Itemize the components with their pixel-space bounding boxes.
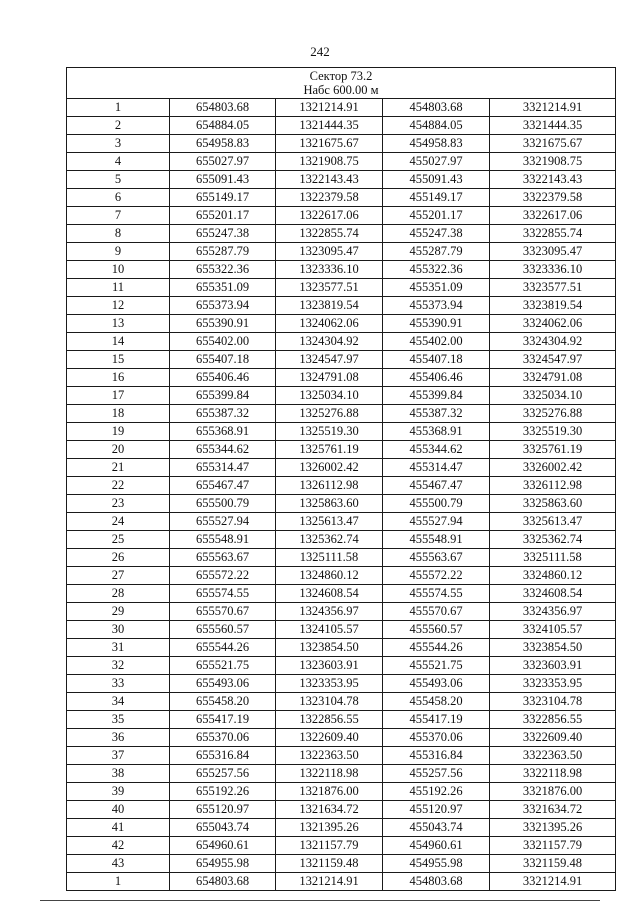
table-row: [67, 549, 616, 567]
y-coordinate-cell: 1325761.19: [276, 441, 383, 459]
x-coordinate-cell: 655390.91: [170, 315, 276, 333]
x-coordinate-cell: 655493.06: [170, 675, 276, 693]
y-coordinate-cell: 1323104.78: [276, 693, 383, 711]
point-number-cell: 11: [67, 279, 170, 297]
table-row: [67, 171, 616, 189]
sector-caption: [67, 68, 616, 99]
y2-coordinate-cell: 3325761.19: [490, 441, 616, 459]
x-coordinate-cell: 655406.46: [170, 369, 276, 387]
y2-coordinate-cell: 3326002.42: [490, 459, 616, 477]
y2-coordinate-cell: 3322143.43: [490, 171, 616, 189]
point-number-cell: 33: [67, 675, 170, 693]
y-coordinate-cell: 1326002.42: [276, 459, 383, 477]
point-number-cell: 17: [67, 387, 170, 405]
x2-coordinate-cell: 455399.84: [383, 387, 490, 405]
point-number-cell: 27: [67, 567, 170, 585]
x2-coordinate-cell: 455370.06: [383, 729, 490, 747]
x2-coordinate-cell: 454958.83: [383, 135, 490, 153]
x2-coordinate-cell: 455417.19: [383, 711, 490, 729]
x-coordinate-cell: 654803.68: [170, 99, 276, 117]
x2-coordinate-cell: 455402.00: [383, 333, 490, 351]
x-coordinate-cell: 655344.62: [170, 441, 276, 459]
point-number-cell: 15: [67, 351, 170, 369]
point-number-cell: 31: [67, 639, 170, 657]
table-row: [67, 225, 616, 243]
x2-coordinate-cell: 455314.47: [383, 459, 490, 477]
table-row: [67, 711, 616, 729]
x2-coordinate-cell: 455521.75: [383, 657, 490, 675]
y-coordinate-cell: 1324304.92: [276, 333, 383, 351]
y2-coordinate-cell: 3326112.98: [490, 477, 616, 495]
point-number-cell: 4: [67, 153, 170, 171]
y-coordinate-cell: 1324105.57: [276, 621, 383, 639]
x-coordinate-cell: 654960.61: [170, 837, 276, 855]
table-row: [67, 369, 616, 387]
x2-coordinate-cell: 455458.20: [383, 693, 490, 711]
y-coordinate-cell: 1324062.06: [276, 315, 383, 333]
x2-coordinate-cell: 455527.94: [383, 513, 490, 531]
y-coordinate-cell: 1323819.54: [276, 297, 383, 315]
y-coordinate-cell: 1324791.08: [276, 369, 383, 387]
y-coordinate-cell: 1321444.35: [276, 117, 383, 135]
table-row: [67, 567, 616, 585]
point-number-cell: 32: [67, 657, 170, 675]
y2-coordinate-cell: 3323603.91: [490, 657, 616, 675]
x-coordinate-cell: 655351.09: [170, 279, 276, 297]
x-coordinate-cell: 655407.18: [170, 351, 276, 369]
x-coordinate-cell: 655387.32: [170, 405, 276, 423]
y-coordinate-cell: 1323603.91: [276, 657, 383, 675]
y2-coordinate-cell: 3323336.10: [490, 261, 616, 279]
y-coordinate-cell: 1324356.97: [276, 603, 383, 621]
y2-coordinate-cell: 3323104.78: [490, 693, 616, 711]
y2-coordinate-cell: 3325613.47: [490, 513, 616, 531]
x2-coordinate-cell: 455574.55: [383, 585, 490, 603]
y2-coordinate-cell: 3322617.06: [490, 207, 616, 225]
table-row: [67, 297, 616, 315]
table-row: [67, 621, 616, 639]
x2-coordinate-cell: 455570.67: [383, 603, 490, 621]
table-row: [67, 333, 616, 351]
table-row: [67, 189, 616, 207]
y-coordinate-cell: 1322143.43: [276, 171, 383, 189]
table-row: [67, 315, 616, 333]
y2-coordinate-cell: 3321157.79: [490, 837, 616, 855]
y2-coordinate-cell: 3325362.74: [490, 531, 616, 549]
x2-coordinate-cell: 455467.47: [383, 477, 490, 495]
point-number-cell: 36: [67, 729, 170, 747]
point-number-cell: 22: [67, 477, 170, 495]
x-coordinate-cell: 655373.94: [170, 297, 276, 315]
x-coordinate-cell: 655322.36: [170, 261, 276, 279]
point-number-cell: 35: [67, 711, 170, 729]
table-row: [67, 261, 616, 279]
y-coordinate-cell: 1321908.75: [276, 153, 383, 171]
y2-coordinate-cell: 3321634.72: [490, 801, 616, 819]
x2-coordinate-cell: 455201.17: [383, 207, 490, 225]
y2-coordinate-cell: 3324356.97: [490, 603, 616, 621]
y2-coordinate-cell: 3321159.48: [490, 855, 616, 873]
point-number-cell: 42: [67, 837, 170, 855]
x2-coordinate-cell: 454803.68: [383, 873, 490, 891]
point-number-cell: 40: [67, 801, 170, 819]
y-coordinate-cell: 1323577.51: [276, 279, 383, 297]
x2-coordinate-cell: 455351.09: [383, 279, 490, 297]
table-row: [67, 801, 616, 819]
table-row: [67, 441, 616, 459]
sector-height: Набс 600.00 м: [303, 83, 379, 97]
x-coordinate-cell: 655287.79: [170, 243, 276, 261]
point-number-cell: 9: [67, 243, 170, 261]
table-row: [67, 693, 616, 711]
point-number-cell: 3: [67, 135, 170, 153]
x2-coordinate-cell: 455322.36: [383, 261, 490, 279]
x-coordinate-cell: 655399.84: [170, 387, 276, 405]
point-number-cell: 26: [67, 549, 170, 567]
table-row: [67, 639, 616, 657]
x-coordinate-cell: 654803.68: [170, 873, 276, 891]
table-row: [67, 243, 616, 261]
x2-coordinate-cell: 455548.91: [383, 531, 490, 549]
y2-coordinate-cell: 3322609.40: [490, 729, 616, 747]
table-row: [67, 207, 616, 225]
x-coordinate-cell: 655368.91: [170, 423, 276, 441]
y-coordinate-cell: 1323854.50: [276, 639, 383, 657]
x2-coordinate-cell: 455373.94: [383, 297, 490, 315]
y2-coordinate-cell: 3321214.91: [490, 873, 616, 891]
point-number-cell: 28: [67, 585, 170, 603]
y2-coordinate-cell: 3324105.57: [490, 621, 616, 639]
point-number-cell: 14: [67, 333, 170, 351]
x2-coordinate-cell: 454803.68: [383, 99, 490, 117]
y-coordinate-cell: 1326112.98: [276, 477, 383, 495]
y-coordinate-cell: 1325276.88: [276, 405, 383, 423]
coordinates-table: [66, 67, 616, 891]
y-coordinate-cell: 1322856.55: [276, 711, 383, 729]
table-row: [67, 117, 616, 135]
y2-coordinate-cell: 3322379.58: [490, 189, 616, 207]
table-row: [67, 783, 616, 801]
point-number-cell: 41: [67, 819, 170, 837]
x-coordinate-cell: 655091.43: [170, 171, 276, 189]
y2-coordinate-cell: 3324304.92: [490, 333, 616, 351]
page-number: 242: [310, 44, 330, 59]
point-number-cell: 7: [67, 207, 170, 225]
bottom-rule: [40, 900, 600, 901]
table-row: [67, 477, 616, 495]
x-coordinate-cell: 655043.74: [170, 819, 276, 837]
x-coordinate-cell: 655120.97: [170, 801, 276, 819]
y2-coordinate-cell: 3323353.95: [490, 675, 616, 693]
x-coordinate-cell: 655027.97: [170, 153, 276, 171]
table-row: [67, 387, 616, 405]
table-row: [67, 351, 616, 369]
y2-coordinate-cell: 3324608.54: [490, 585, 616, 603]
y-coordinate-cell: 1324547.97: [276, 351, 383, 369]
y-coordinate-cell: 1322379.58: [276, 189, 383, 207]
table-row: [67, 855, 616, 873]
table-row: [67, 657, 616, 675]
x2-coordinate-cell: 455091.43: [383, 171, 490, 189]
x2-coordinate-cell: 455387.32: [383, 405, 490, 423]
point-number-cell: 29: [67, 603, 170, 621]
y-coordinate-cell: 1325863.60: [276, 495, 383, 513]
sector-title: Сектор 73.2: [309, 69, 373, 83]
table-row: [67, 99, 616, 117]
y-coordinate-cell: 1322118.98: [276, 765, 383, 783]
x2-coordinate-cell: 455316.84: [383, 747, 490, 765]
y2-coordinate-cell: 3321908.75: [490, 153, 616, 171]
point-number-cell: 43: [67, 855, 170, 873]
x-coordinate-cell: 655417.19: [170, 711, 276, 729]
y-coordinate-cell: 1321157.79: [276, 837, 383, 855]
x-coordinate-cell: 654884.05: [170, 117, 276, 135]
x2-coordinate-cell: 455027.97: [383, 153, 490, 171]
point-number-cell: 39: [67, 783, 170, 801]
y-coordinate-cell: 1325111.58: [276, 549, 383, 567]
y2-coordinate-cell: 3321395.26: [490, 819, 616, 837]
y2-coordinate-cell: 3321876.00: [490, 783, 616, 801]
x-coordinate-cell: 654958.83: [170, 135, 276, 153]
x2-coordinate-cell: 455043.74: [383, 819, 490, 837]
point-number-cell: 23: [67, 495, 170, 513]
y2-coordinate-cell: 3322363.50: [490, 747, 616, 765]
y-coordinate-cell: 1321876.00: [276, 783, 383, 801]
y-coordinate-cell: 1321675.67: [276, 135, 383, 153]
table-row: [67, 585, 616, 603]
x-coordinate-cell: 655467.47: [170, 477, 276, 495]
y2-coordinate-cell: 3324860.12: [490, 567, 616, 585]
table-row: [67, 873, 616, 891]
table-row: [67, 729, 616, 747]
y2-coordinate-cell: 3321444.35: [490, 117, 616, 135]
y-coordinate-cell: 1323336.10: [276, 261, 383, 279]
x2-coordinate-cell: 455247.38: [383, 225, 490, 243]
y-coordinate-cell: 1324608.54: [276, 585, 383, 603]
coordinates-table-body: [67, 68, 616, 891]
point-number-cell: 5: [67, 171, 170, 189]
point-number-cell: 16: [67, 369, 170, 387]
y-coordinate-cell: 1323095.47: [276, 243, 383, 261]
x2-coordinate-cell: 454884.05: [383, 117, 490, 135]
point-number-cell: 6: [67, 189, 170, 207]
point-number-cell: 10: [67, 261, 170, 279]
y2-coordinate-cell: 3323854.50: [490, 639, 616, 657]
x-coordinate-cell: 655563.67: [170, 549, 276, 567]
x-coordinate-cell: 655574.55: [170, 585, 276, 603]
x2-coordinate-cell: 455149.17: [383, 189, 490, 207]
table-row: [67, 459, 616, 477]
point-number-cell: 25: [67, 531, 170, 549]
x2-coordinate-cell: 455192.26: [383, 783, 490, 801]
x2-coordinate-cell: 455344.62: [383, 441, 490, 459]
table-row: [67, 279, 616, 297]
y-coordinate-cell: 1325519.30: [276, 423, 383, 441]
y-coordinate-cell: 1322855.74: [276, 225, 383, 243]
y2-coordinate-cell: 3324791.08: [490, 369, 616, 387]
y2-coordinate-cell: 3322118.98: [490, 765, 616, 783]
y-coordinate-cell: 1321214.91: [276, 873, 383, 891]
point-number-cell: 1: [67, 873, 170, 891]
y2-coordinate-cell: 3323577.51: [490, 279, 616, 297]
x2-coordinate-cell: 454960.61: [383, 837, 490, 855]
table-row: [67, 603, 616, 621]
x2-coordinate-cell: 455368.91: [383, 423, 490, 441]
point-number-cell: 2: [67, 117, 170, 135]
x-coordinate-cell: 655257.56: [170, 765, 276, 783]
point-number-cell: 24: [67, 513, 170, 531]
sector-caption-row: [67, 68, 616, 99]
x2-coordinate-cell: 455257.56: [383, 765, 490, 783]
y2-coordinate-cell: 3323095.47: [490, 243, 616, 261]
table-row: [67, 675, 616, 693]
y-coordinate-cell: 1324860.12: [276, 567, 383, 585]
y2-coordinate-cell: 3324547.97: [490, 351, 616, 369]
table-row: [67, 531, 616, 549]
x-coordinate-cell: 655560.57: [170, 621, 276, 639]
x2-coordinate-cell: 455120.97: [383, 801, 490, 819]
table-row: [67, 405, 616, 423]
table-row: [67, 747, 616, 765]
x2-coordinate-cell: 455287.79: [383, 243, 490, 261]
x2-coordinate-cell: 455493.06: [383, 675, 490, 693]
x2-coordinate-cell: 455406.46: [383, 369, 490, 387]
y-coordinate-cell: 1322617.06: [276, 207, 383, 225]
x2-coordinate-cell: 455572.22: [383, 567, 490, 585]
x-coordinate-cell: 655570.67: [170, 603, 276, 621]
x-coordinate-cell: 655247.38: [170, 225, 276, 243]
y-coordinate-cell: 1321214.91: [276, 99, 383, 117]
table-row: [67, 495, 616, 513]
x-coordinate-cell: 655500.79: [170, 495, 276, 513]
y-coordinate-cell: 1322363.50: [276, 747, 383, 765]
y-coordinate-cell: 1321634.72: [276, 801, 383, 819]
x2-coordinate-cell: 455407.18: [383, 351, 490, 369]
point-number-cell: 13: [67, 315, 170, 333]
y2-coordinate-cell: 3321214.91: [490, 99, 616, 117]
y2-coordinate-cell: 3325111.58: [490, 549, 616, 567]
x-coordinate-cell: 655370.06: [170, 729, 276, 747]
x2-coordinate-cell: 454955.98: [383, 855, 490, 873]
x-coordinate-cell: 655548.91: [170, 531, 276, 549]
table-row: [67, 423, 616, 441]
x-coordinate-cell: 654955.98: [170, 855, 276, 873]
table-row: [67, 135, 616, 153]
x-coordinate-cell: 655314.47: [170, 459, 276, 477]
y2-coordinate-cell: 3323819.54: [490, 297, 616, 315]
y2-coordinate-cell: 3321675.67: [490, 135, 616, 153]
point-number-cell: 12: [67, 297, 170, 315]
x-coordinate-cell: 655458.20: [170, 693, 276, 711]
x-coordinate-cell: 655192.26: [170, 783, 276, 801]
y-coordinate-cell: 1323353.95: [276, 675, 383, 693]
x2-coordinate-cell: 455544.26: [383, 639, 490, 657]
table-row: [67, 837, 616, 855]
y2-coordinate-cell: 3325034.10: [490, 387, 616, 405]
point-number-cell: 8: [67, 225, 170, 243]
x-coordinate-cell: 655201.17: [170, 207, 276, 225]
table-row: [67, 153, 616, 171]
y2-coordinate-cell: 3325519.30: [490, 423, 616, 441]
y-coordinate-cell: 1322609.40: [276, 729, 383, 747]
x2-coordinate-cell: 455563.67: [383, 549, 490, 567]
point-number-cell: 34: [67, 693, 170, 711]
table-row: [67, 819, 616, 837]
point-number-cell: 38: [67, 765, 170, 783]
y2-coordinate-cell: 3324062.06: [490, 315, 616, 333]
y-coordinate-cell: 1325362.74: [276, 531, 383, 549]
y-coordinate-cell: 1321395.26: [276, 819, 383, 837]
x-coordinate-cell: 655402.00: [170, 333, 276, 351]
point-number-cell: 30: [67, 621, 170, 639]
point-number-cell: 1: [67, 99, 170, 117]
y2-coordinate-cell: 3325276.88: [490, 405, 616, 423]
x-coordinate-cell: 655521.75: [170, 657, 276, 675]
x2-coordinate-cell: 455560.57: [383, 621, 490, 639]
y2-coordinate-cell: 3325863.60: [490, 495, 616, 513]
table-row: [67, 513, 616, 531]
x-coordinate-cell: 655544.26: [170, 639, 276, 657]
x2-coordinate-cell: 455500.79: [383, 495, 490, 513]
x-coordinate-cell: 655572.22: [170, 567, 276, 585]
y-coordinate-cell: 1321159.48: [276, 855, 383, 873]
x-coordinate-cell: 655316.84: [170, 747, 276, 765]
x2-coordinate-cell: 455390.91: [383, 315, 490, 333]
point-number-cell: 21: [67, 459, 170, 477]
table-row: [67, 765, 616, 783]
y2-coordinate-cell: 3322856.55: [490, 711, 616, 729]
y-coordinate-cell: 1325034.10: [276, 387, 383, 405]
x-coordinate-cell: 655149.17: [170, 189, 276, 207]
point-number-cell: 19: [67, 423, 170, 441]
y-coordinate-cell: 1325613.47: [276, 513, 383, 531]
point-number-cell: 20: [67, 441, 170, 459]
x-coordinate-cell: 655527.94: [170, 513, 276, 531]
point-number-cell: 37: [67, 747, 170, 765]
y2-coordinate-cell: 3322855.74: [490, 225, 616, 243]
point-number-cell: 18: [67, 405, 170, 423]
